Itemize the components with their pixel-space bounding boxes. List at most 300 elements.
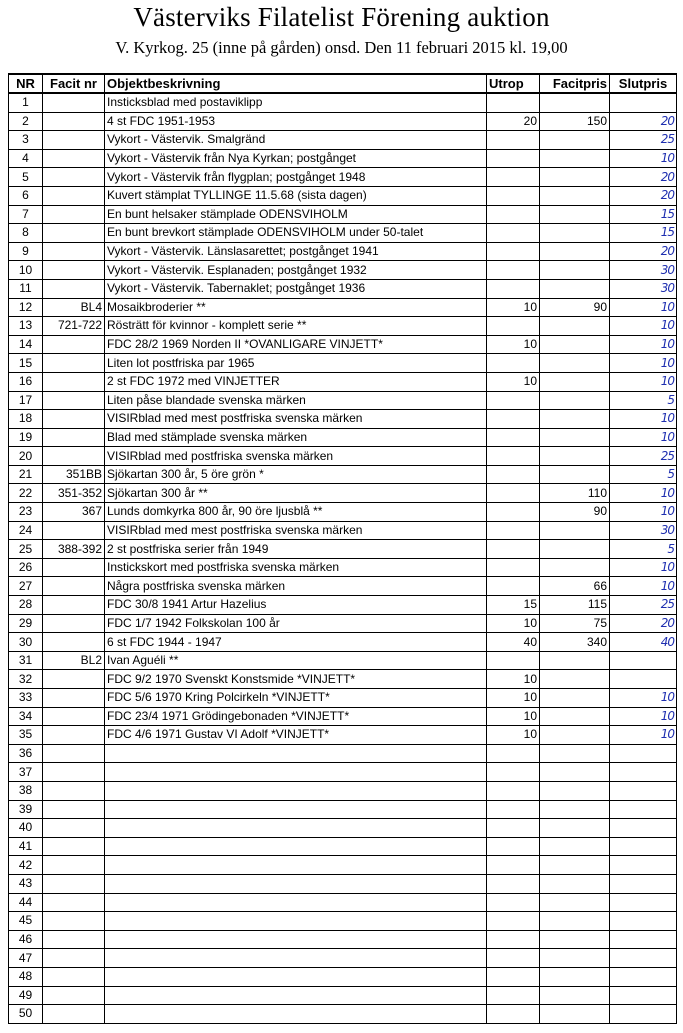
- catalogue-price: [540, 149, 610, 168]
- object-description: FDC 1/7 1942 Folkskolan 100 år: [105, 614, 487, 633]
- starting-price: [487, 967, 540, 986]
- lot-number: 50: [9, 1005, 43, 1024]
- facit-number: [43, 93, 105, 112]
- lot-number: 7: [9, 205, 43, 224]
- table-row: [9, 93, 677, 112]
- facit-number: [43, 1005, 105, 1024]
- catalogue-price: [540, 354, 610, 373]
- final-price: [610, 949, 677, 968]
- catalogue-price: 110: [540, 484, 610, 503]
- object-description: Sjökartan 300 år **: [105, 484, 487, 503]
- column-header-facitpris: Facitpris: [540, 74, 610, 93]
- object-description: [105, 967, 487, 986]
- final-price: [610, 819, 677, 838]
- final-price: 10: [610, 317, 677, 336]
- object-description: VISIRblad med postfriska svenska märken: [105, 447, 487, 466]
- lot-number: 21: [9, 465, 43, 484]
- facit-number: [43, 670, 105, 689]
- final-price: 20: [610, 112, 677, 131]
- starting-price: [487, 577, 540, 596]
- object-description: [105, 781, 487, 800]
- starting-price: [487, 930, 540, 949]
- lot-number: 47: [9, 949, 43, 968]
- final-price: [610, 744, 677, 763]
- facit-number: [43, 614, 105, 633]
- object-description: FDC 23/4 1971 Grödingebonaden *VINJETT*: [105, 707, 487, 726]
- final-price: 30: [610, 521, 677, 540]
- table-header: [9, 74, 677, 93]
- facit-number: [43, 186, 105, 205]
- starting-price: [487, 986, 540, 1005]
- facit-number: [43, 596, 105, 615]
- table-row: [9, 726, 677, 745]
- table-row: [9, 391, 677, 410]
- lot-number: 33: [9, 689, 43, 708]
- lot-number: 14: [9, 335, 43, 354]
- final-price: 10: [610, 354, 677, 373]
- starting-price: [487, 558, 540, 577]
- object-description: [105, 912, 487, 931]
- catalogue-price: 150: [540, 112, 610, 131]
- page-title: Västerviks Filatelist Förening auktion: [133, 2, 550, 32]
- table-row: [9, 577, 677, 596]
- facit-number: [43, 428, 105, 447]
- catalogue-price: [540, 670, 610, 689]
- lot-number: 1: [9, 93, 43, 112]
- object-description: [105, 856, 487, 875]
- lot-number: 32: [9, 670, 43, 689]
- object-description: [105, 874, 487, 893]
- starting-price: 20: [487, 112, 540, 131]
- lot-number: 3: [9, 131, 43, 150]
- lot-number: 40: [9, 819, 43, 838]
- table-row: [9, 447, 677, 466]
- catalogue-price: [540, 744, 610, 763]
- starting-price: 10: [487, 298, 540, 317]
- starting-price: [487, 317, 540, 336]
- catalogue-price: [540, 224, 610, 243]
- catalogue-price: [540, 372, 610, 391]
- facit-number: [43, 279, 105, 298]
- facit-number: 351-352: [43, 484, 105, 503]
- object-description: VISIRblad med mest postfriska svenska märken: [105, 521, 487, 540]
- starting-price: [487, 763, 540, 782]
- object-description: [105, 819, 487, 838]
- catalogue-price: [540, 726, 610, 745]
- catalogue-price: [540, 465, 610, 484]
- table-row: [9, 168, 677, 187]
- column-header-description: Objektbeskrivning: [105, 74, 487, 93]
- table-row: [9, 428, 677, 447]
- facit-number: BL4: [43, 298, 105, 317]
- object-description: 4 st FDC 1951-1953: [105, 112, 487, 131]
- facit-number: [43, 149, 105, 168]
- catalogue-price: 90: [540, 298, 610, 317]
- lot-number: 5: [9, 168, 43, 187]
- starting-price: [487, 205, 540, 224]
- object-description: [105, 893, 487, 912]
- starting-price: [487, 893, 540, 912]
- facit-number: [43, 577, 105, 596]
- final-price: 20: [610, 242, 677, 261]
- catalogue-price: [540, 279, 610, 298]
- lot-number: 49: [9, 986, 43, 1005]
- starting-price: [487, 874, 540, 893]
- facit-number: [43, 893, 105, 912]
- object-description: Några postfriska svenska märken: [105, 577, 487, 596]
- lot-number: 19: [9, 428, 43, 447]
- facit-number: [43, 447, 105, 466]
- lot-number: 46: [9, 930, 43, 949]
- lot-number: 20: [9, 447, 43, 466]
- lot-number: 28: [9, 596, 43, 615]
- facit-number: [43, 856, 105, 875]
- lot-number: 12: [9, 298, 43, 317]
- object-description: [105, 744, 487, 763]
- starting-price: [487, 800, 540, 819]
- catalogue-price: [540, 317, 610, 336]
- table-row: [9, 912, 677, 931]
- table-row: [9, 484, 677, 503]
- table-row: [9, 967, 677, 986]
- table-row: [9, 670, 677, 689]
- starting-price: [487, 168, 540, 187]
- catalogue-price: [540, 261, 610, 280]
- starting-price: [487, 856, 540, 875]
- starting-price: [487, 781, 540, 800]
- catalogue-price: [540, 205, 610, 224]
- column-header-nr: NR: [9, 74, 43, 93]
- starting-price: [487, 651, 540, 670]
- final-price: 10: [610, 428, 677, 447]
- lot-number: 29: [9, 614, 43, 633]
- catalogue-price: [540, 800, 610, 819]
- final-price: 5: [610, 465, 677, 484]
- starting-price: [487, 949, 540, 968]
- lot-number: 36: [9, 744, 43, 763]
- object-description: Vykort - Västervik. Esplanaden; postgånget 1932: [105, 261, 487, 280]
- catalogue-price: [540, 893, 610, 912]
- final-price: 10: [610, 149, 677, 168]
- final-price: 10: [610, 410, 677, 429]
- object-description: Kuvert stämplat TYLLINGE 11.5.68 (sista dagen): [105, 186, 487, 205]
- header-row: [9, 74, 677, 93]
- facit-number: [43, 744, 105, 763]
- facit-number: [43, 800, 105, 819]
- final-price: 15: [610, 205, 677, 224]
- object-description: FDC 30/8 1941 Artur Hazelius: [105, 596, 487, 615]
- final-price: 30: [610, 261, 677, 280]
- table-row: [9, 372, 677, 391]
- final-price: 25: [610, 596, 677, 615]
- object-description: Insticksblad med postaviklipp: [105, 93, 487, 112]
- facit-number: [43, 763, 105, 782]
- facit-number: [43, 372, 105, 391]
- table-row: [9, 354, 677, 373]
- object-description: [105, 800, 487, 819]
- catalogue-price: [540, 781, 610, 800]
- object-description: FDC 4/6 1971 Gustav VI Adolf *VINJETT*: [105, 726, 487, 745]
- starting-price: [487, 912, 540, 931]
- final-price: [610, 800, 677, 819]
- table-row: [9, 261, 677, 280]
- starting-price: [487, 224, 540, 243]
- table-row: [9, 540, 677, 559]
- final-price: 10: [610, 707, 677, 726]
- starting-price: [487, 837, 540, 856]
- lot-number: 15: [9, 354, 43, 373]
- facit-number: 721-722: [43, 317, 105, 336]
- starting-price: 15: [487, 596, 540, 615]
- facit-number: 367: [43, 503, 105, 522]
- table-row: [9, 949, 677, 968]
- object-description: [105, 837, 487, 856]
- catalogue-price: 340: [540, 633, 610, 652]
- catalogue-price: [540, 707, 610, 726]
- lot-number: 35: [9, 726, 43, 745]
- final-price: 10: [610, 726, 677, 745]
- lot-number: 11: [9, 279, 43, 298]
- table-row: [9, 149, 677, 168]
- starting-price: 10: [487, 689, 540, 708]
- catalogue-price: 90: [540, 503, 610, 522]
- lot-number: 45: [9, 912, 43, 931]
- facit-number: [43, 261, 105, 280]
- facit-number: [43, 819, 105, 838]
- page-subtitle: V. Kyrkog. 25 (inne på gården) onsd. Den 11 februari 2015 kl. 19,00: [115, 38, 568, 57]
- final-price: 5: [610, 391, 677, 410]
- catalogue-price: [540, 410, 610, 429]
- facit-number: [43, 242, 105, 261]
- table-row: [9, 317, 677, 336]
- catalogue-price: [540, 168, 610, 187]
- final-price: [610, 856, 677, 875]
- facit-number: [43, 912, 105, 931]
- catalogue-price: [540, 912, 610, 931]
- table-row: [9, 503, 677, 522]
- final-price: 25: [610, 131, 677, 150]
- facit-number: [43, 112, 105, 131]
- object-description: [105, 763, 487, 782]
- final-price: 10: [610, 335, 677, 354]
- starting-price: [487, 242, 540, 261]
- table-row: [9, 744, 677, 763]
- starting-price: 10: [487, 372, 540, 391]
- lot-number: 26: [9, 558, 43, 577]
- starting-price: [487, 484, 540, 503]
- object-description: Sjökartan 300 år, 5 öre grön *: [105, 465, 487, 484]
- final-price: 5: [610, 540, 677, 559]
- facit-number: [43, 930, 105, 949]
- table-row: [9, 763, 677, 782]
- catalogue-price: [540, 131, 610, 150]
- lot-number: 8: [9, 224, 43, 243]
- facit-number: [43, 131, 105, 150]
- starting-price: [487, 391, 540, 410]
- table-row: [9, 614, 677, 633]
- object-description: FDC 9/2 1970 Svenskt Konstsmide *VINJETT*: [105, 670, 487, 689]
- table-body: [9, 93, 677, 1023]
- facit-number: 388-392: [43, 540, 105, 559]
- table-row: [9, 651, 677, 670]
- catalogue-price: [540, 819, 610, 838]
- facit-number: [43, 949, 105, 968]
- catalogue-price: [540, 689, 610, 708]
- catalogue-price: [540, 967, 610, 986]
- object-description: Mosaikbroderier **: [105, 298, 487, 317]
- object-description: Vykort - Västervik. Länslasarettet; postgånget 1941: [105, 242, 487, 261]
- facit-number: [43, 521, 105, 540]
- object-description: VISIRblad med mest postfriska svenska märken: [105, 410, 487, 429]
- final-price: [610, 837, 677, 856]
- table-row: [9, 410, 677, 429]
- facit-number: [43, 986, 105, 1005]
- final-price: 15: [610, 224, 677, 243]
- table-row: [9, 800, 677, 819]
- object-description: En bunt brevkort stämplade ODENSVIHOLM under 50-talet: [105, 224, 487, 243]
- object-description: 2 st postfriska serier från 1949: [105, 540, 487, 559]
- starting-price: 40: [487, 633, 540, 652]
- final-price: [610, 781, 677, 800]
- starting-price: [487, 186, 540, 205]
- lot-number: 6: [9, 186, 43, 205]
- final-price: [610, 893, 677, 912]
- starting-price: [487, 503, 540, 522]
- catalogue-price: 75: [540, 614, 610, 633]
- starting-price: 10: [487, 670, 540, 689]
- table-row: [9, 521, 677, 540]
- object-description: Liten påse blandade svenska märken: [105, 391, 487, 410]
- starting-price: [487, 279, 540, 298]
- catalogue-price: [540, 242, 610, 261]
- final-price: 10: [610, 689, 677, 708]
- starting-price: 10: [487, 726, 540, 745]
- final-price: [610, 651, 677, 670]
- object-description: 6 st FDC 1944 - 1947: [105, 633, 487, 652]
- object-description: FDC 28/2 1969 Norden II *OVANLIGARE VINJETT*: [105, 335, 487, 354]
- catalogue-price: [540, 651, 610, 670]
- facit-number: [43, 689, 105, 708]
- final-price: 30: [610, 279, 677, 298]
- catalogue-price: [540, 391, 610, 410]
- object-description: [105, 930, 487, 949]
- object-description: FDC 5/6 1970 Kring Polcirkeln *VINJETT*: [105, 689, 487, 708]
- lot-number: 4: [9, 149, 43, 168]
- object-description: En bunt helsaker stämplade ODENSVIHOLM: [105, 205, 487, 224]
- object-description: Vykort - Västervik. Smalgränd: [105, 131, 487, 150]
- table-row: [9, 893, 677, 912]
- catalogue-price: [540, 986, 610, 1005]
- catalogue-price: [540, 874, 610, 893]
- starting-price: [487, 149, 540, 168]
- final-price: [610, 1005, 677, 1024]
- starting-price: [487, 261, 540, 280]
- facit-number: [43, 205, 105, 224]
- final-price: 10: [610, 484, 677, 503]
- facit-number: [43, 633, 105, 652]
- object-description: Ivan Aguéli **: [105, 651, 487, 670]
- starting-price: 10: [487, 707, 540, 726]
- table-row: [9, 186, 677, 205]
- lot-number: 39: [9, 800, 43, 819]
- table-row: [9, 335, 677, 354]
- starting-price: [487, 131, 540, 150]
- final-price: 25: [610, 447, 677, 466]
- final-price: 10: [610, 577, 677, 596]
- column-header-slutpris: Slutpris: [610, 74, 677, 93]
- object-description: [105, 986, 487, 1005]
- lot-number: 37: [9, 763, 43, 782]
- final-price: [610, 763, 677, 782]
- final-price: [610, 930, 677, 949]
- lot-number: 13: [9, 317, 43, 336]
- lot-number: 31: [9, 651, 43, 670]
- lot-number: 22: [9, 484, 43, 503]
- lot-number: 18: [9, 410, 43, 429]
- facit-number: [43, 781, 105, 800]
- catalogue-price: 115: [540, 596, 610, 615]
- catalogue-price: [540, 949, 610, 968]
- lot-number: 27: [9, 577, 43, 596]
- final-price: [610, 93, 677, 112]
- lot-number: 30: [9, 633, 43, 652]
- table-row: [9, 242, 677, 261]
- final-price: 10: [610, 503, 677, 522]
- final-price: [610, 874, 677, 893]
- lot-number: 48: [9, 967, 43, 986]
- lot-number: 34: [9, 707, 43, 726]
- lot-number: 25: [9, 540, 43, 559]
- object-description: Rösträtt för kvinnor - komplett serie **: [105, 317, 487, 336]
- table-row: [9, 279, 677, 298]
- catalogue-price: [540, 930, 610, 949]
- facit-number: [43, 726, 105, 745]
- catalogue-price: 66: [540, 577, 610, 596]
- facit-number: [43, 837, 105, 856]
- catalogue-price: [540, 540, 610, 559]
- final-price: [610, 967, 677, 986]
- auction-table: [8, 73, 677, 1024]
- lot-number: 38: [9, 781, 43, 800]
- facit-number: [43, 335, 105, 354]
- final-price: 20: [610, 186, 677, 205]
- lot-number: 17: [9, 391, 43, 410]
- final-price: 10: [610, 558, 677, 577]
- lot-number: 2: [9, 112, 43, 131]
- object-description: Lunds domkyrka 800 år, 90 öre ljusblå **: [105, 503, 487, 522]
- table-row: [9, 558, 677, 577]
- starting-price: [487, 447, 540, 466]
- lot-number: 24: [9, 521, 43, 540]
- table-row: [9, 465, 677, 484]
- object-description: [105, 1005, 487, 1024]
- final-price: 20: [610, 168, 677, 187]
- lot-number: 44: [9, 893, 43, 912]
- object-description: Liten lot postfriska par 1965: [105, 354, 487, 373]
- column-header-utrop: Utrop: [487, 74, 540, 93]
- facit-number: BL2: [43, 651, 105, 670]
- table-row: [9, 112, 677, 131]
- starting-price: [487, 819, 540, 838]
- catalogue-price: [540, 428, 610, 447]
- final-price: [610, 912, 677, 931]
- catalogue-price: [540, 763, 610, 782]
- lot-number: 43: [9, 874, 43, 893]
- object-description: 2 st FDC 1972 med VINJETTER: [105, 372, 487, 391]
- facit-number: 351BB: [43, 465, 105, 484]
- catalogue-price: [540, 1005, 610, 1024]
- catalogue-price: [540, 558, 610, 577]
